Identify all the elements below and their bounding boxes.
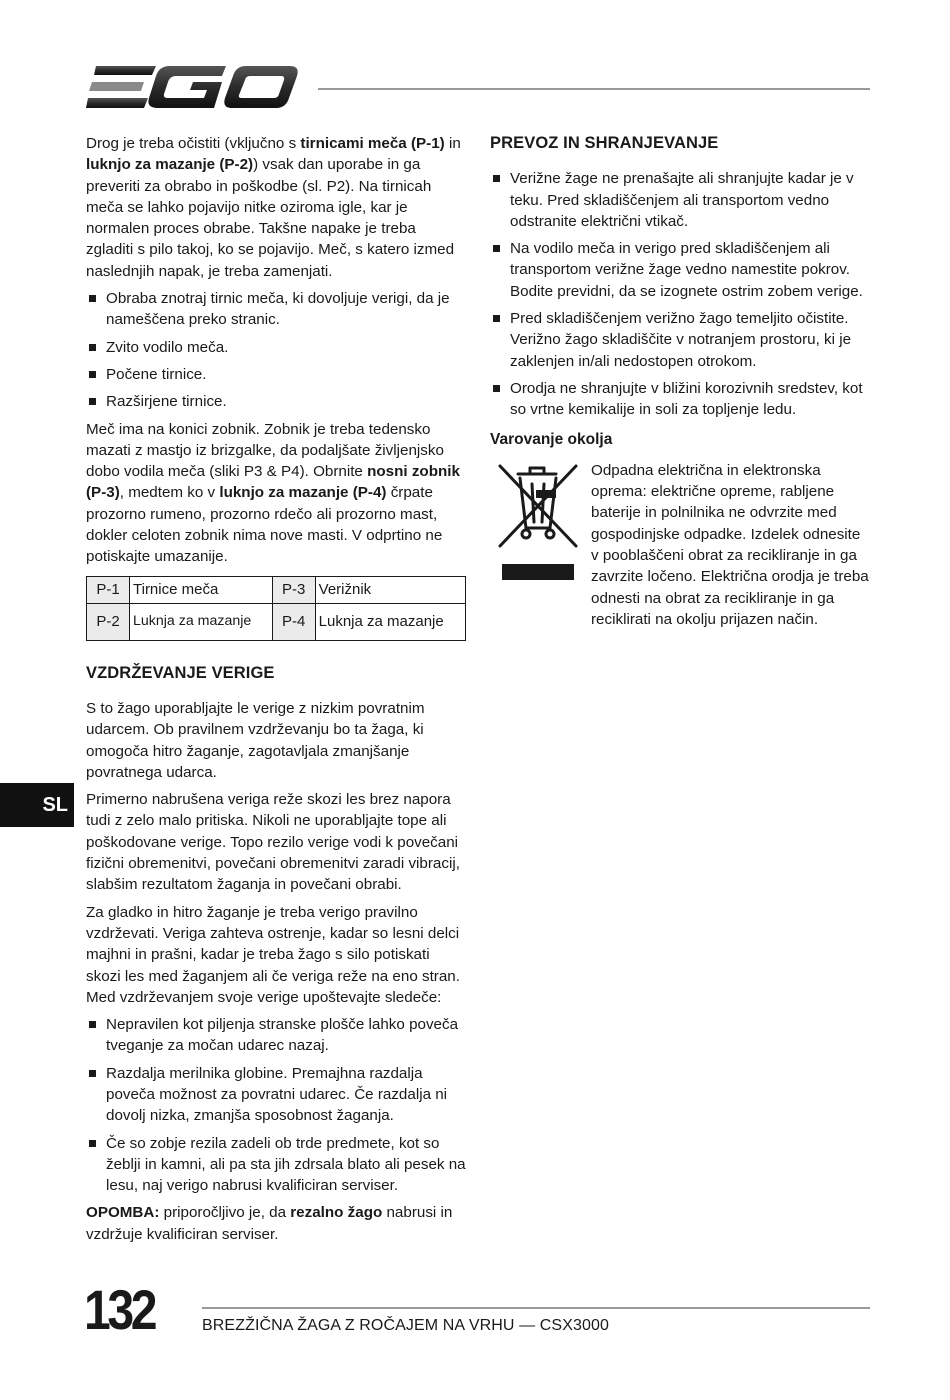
table-row	[87, 603, 466, 640]
transport-list	[490, 168, 870, 420]
chain-maintenance-heading: VZDRŽEVANJE VERIGE	[86, 663, 275, 682]
list-item: Verižne žage ne prenašajte ali shranjujte kadar je v teku. Pred skladiščenjem ali transportom vedno odstranite električni vtikač.	[490, 168, 870, 232]
header-rule	[318, 88, 870, 90]
page-number: 132	[84, 1278, 155, 1341]
list-item: Zvito vodilo meča.	[86, 337, 466, 358]
environment-heading: Varovanje okolja	[490, 430, 613, 448]
bar-defects-list	[86, 288, 466, 412]
ego-logo	[86, 62, 298, 114]
left-column	[86, 133, 466, 1251]
chain-paragraph-2: Primerno nabrušena veriga reže skozi les brez napora tudi z zelo malo pritiska. Nikoli ne uporabljajte tope ali poškodovane verige. Topo rezilo verige vodi k povečani fizični obremenitvi, povečani obremenitvi zaradi vibracij, slabšim rezultatom žaganja in povečani obrabi.	[86, 791, 460, 894]
part-code: P-4	[272, 603, 315, 640]
list-item: Razširjene tirnice.	[86, 391, 466, 412]
list-item: Nepravilen kot piljenja stranske plošče lahko poveča tveganje za močan udarec nazaj.	[86, 1014, 466, 1057]
part-name: Verižnik	[315, 576, 465, 603]
weee-block	[490, 460, 870, 630]
part-code: P-2	[87, 603, 130, 640]
parts-table	[86, 576, 466, 641]
chain-paragraph-1: S to žago uporabljajte le verige z nizkim povratnim udarcem. Ob pravilnem vzdrževanju bo ta žaga, ki omogoča hitro žaganje, zagotavljala zmanjšanje povratnega udarca.	[86, 699, 425, 781]
part-code: P-3	[272, 576, 315, 603]
environment-text: Odpadna električna in elektronska oprema: električne opreme, rabljene baterije in polnilnika ne odvrzite med gospodinjske odpadke. Izdelek odnesite v pooblaščeni obrat za recikliranje in ga zavrzite ločeno. Električna orodja je treba odnesti na obrat za recikliranje in ga reciklirati na okolju prijazen način.	[591, 461, 869, 628]
transport-storage-heading: PREVOZ IN SHRANJEVANJE	[490, 134, 719, 152]
list-item: Razdalja merilnika globine. Premajhna razdalja poveča možnost za povratni udarec. Če razdalja ni dovolj nizka, zmanjša sposobnost žaganja.	[86, 1063, 466, 1127]
bar-cleaning-paragraph: Drog je treba očistiti (vključno s tirnicami meča (P-1) in luknjo za mazanje (P-2)) vsak dan uporabe in ga preveriti za obrabo in poškodbe (sl. P2). Na tirnicah meča se lahko pojavijo nitke oziroma igle, kar je normalen proces obrabe. Takšne napake je treba zgladiti s pilo takoj, ko se pojavijo. Meč, s katero izmed naslednjih napak, je treba zamenjati.	[86, 135, 461, 280]
crossed-out-bin-icon	[496, 462, 580, 580]
part-name: Luknja za mazanje	[130, 603, 273, 640]
table-row	[87, 576, 466, 603]
part-name: Luknja za mazanje	[315, 603, 465, 640]
list-item: Obraba znotraj tirnic meča, ki dovoljuje verigi, da je nameščena preko stranic.	[86, 288, 466, 331]
list-item: Orodja ne shranjujte v bližini korozivnih sredstev, kot so vrtne kemikalije in soli za topljenje ledu.	[490, 378, 870, 421]
chain-paragraph-3: Za gladko in hitro žaganje je treba verigo pravilno vzdrževati. Veriga zahteva ostrenje, kadar so lesni delci majhni in prašni, kadar je treba žago s silo potiskati skozi les med žaganjem ali če veriga reže na eno stran. Med vzdrževanjem svoje verige upoštevajte sledeče:	[86, 903, 460, 1006]
language-tab: SL	[0, 783, 74, 827]
footer-rule	[202, 1307, 870, 1309]
list-item: Počene tirnice.	[86, 364, 466, 385]
note-paragraph: OPOMBA: priporočljivo je, da rezalno žago nabrusi in vzdržuje kvalificiran serviser.	[86, 1204, 453, 1243]
part-name: Tirnice meča	[130, 576, 273, 603]
right-column	[490, 133, 870, 636]
sprocket-paragraph: Meč ima na konici zobnik. Zobnik je treba tedensko mazati z mastjo iz brizgalke, da podaljšate življenjsko dobo vodila meča (sliki P3 & P4). Obrnite nosni zobnik (P-3), medtem ko v luknjo za mazanje (P-4) črpate prozorno rumeno, prozorno rdečo ali prozorno mast, dokler celoten zobnik nima nove masti. V odprtino ne potiskajte umazanije.	[86, 420, 460, 566]
part-code: P-1	[87, 576, 130, 603]
list-item: Na vodilo meča in verigo pred skladiščenjem ali transportom verižne žage vedno namestite pokrov. Bodite previdni, da se izognete ostrim zobem verige.	[490, 238, 870, 302]
list-item: Pred skladiščenjem verižno žago temeljito očistite. Verižno žago skladiščite v notranjem prostoru, ki je zaklenjen in/ali nedostopen otrokom.	[490, 308, 870, 372]
list-item: Če so zobje rezila zadeli ob trde predmete, kot so žeblji in kamni, ali pa sta jih zdrsala blato ali pesek na lesu, naj verigo nabrusi kvalificiran serviser.	[86, 1133, 466, 1197]
chain-maintenance-list	[86, 1014, 466, 1196]
footer-title: BREZŽIČNA ŽAGA Z ROČAJEM NA VRHU — CSX3000	[202, 1317, 609, 1334]
